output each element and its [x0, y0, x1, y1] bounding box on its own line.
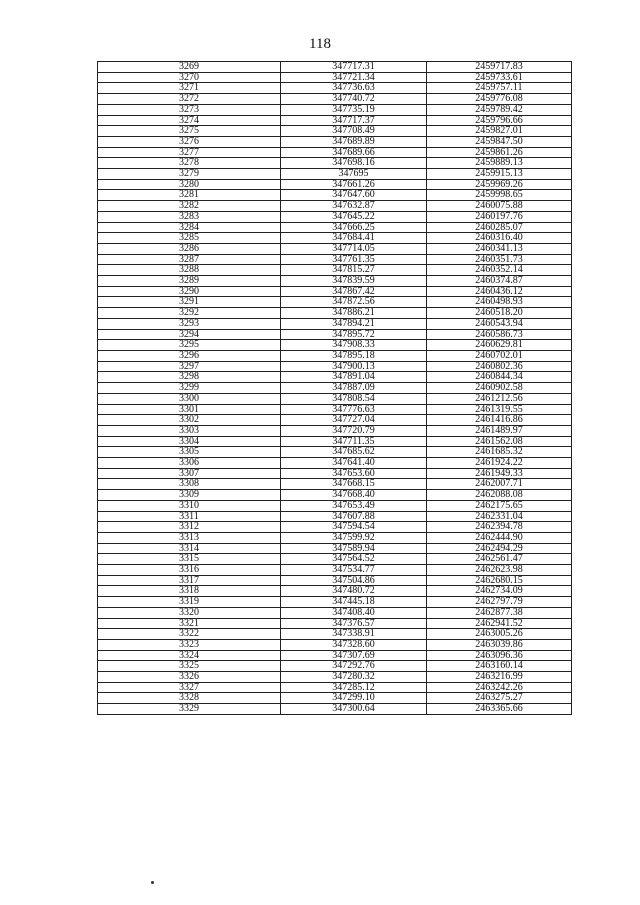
x-coordinate-cell: 347645.22 [281, 211, 427, 222]
table-row [98, 104, 572, 115]
x-coordinate-cell: 347720.79 [281, 425, 427, 436]
y-coordinate-cell: 2460075.88 [427, 201, 572, 212]
x-coordinate-cell: 347684.41 [281, 233, 427, 244]
y-coordinate-cell: 2460436.12 [427, 286, 572, 297]
x-coordinate-cell: 347895.18 [281, 350, 427, 361]
x-coordinate-cell: 347408.40 [281, 607, 427, 618]
point-number-cell: 3317 [98, 575, 281, 586]
point-number-cell: 3325 [98, 661, 281, 672]
y-coordinate-cell: 2461212.56 [427, 393, 572, 404]
point-number-cell: 3310 [98, 500, 281, 511]
y-coordinate-cell: 2461949.33 [427, 468, 572, 479]
table-row [98, 490, 572, 501]
point-number-cell: 3271 [98, 83, 281, 94]
x-coordinate-cell: 347735.19 [281, 104, 427, 115]
x-coordinate-cell: 347761.35 [281, 254, 427, 265]
point-number-cell: 3278 [98, 158, 281, 169]
table-row [98, 436, 572, 447]
x-coordinate-cell: 347328.60 [281, 639, 427, 650]
x-coordinate-cell: 347708.49 [281, 126, 427, 137]
table-row [98, 522, 572, 533]
point-number-cell: 3293 [98, 318, 281, 329]
point-number-cell: 3280 [98, 179, 281, 190]
table-row [98, 661, 572, 672]
y-coordinate-cell: 2462331.04 [427, 511, 572, 522]
x-coordinate-cell: 347589.94 [281, 543, 427, 554]
x-coordinate-cell: 347653.60 [281, 468, 427, 479]
x-coordinate-cell: 347292.76 [281, 661, 427, 672]
y-coordinate-cell: 2462175.65 [427, 500, 572, 511]
point-number-cell: 3272 [98, 94, 281, 105]
point-number-cell: 3279 [98, 169, 281, 180]
point-number-cell: 3316 [98, 565, 281, 576]
table-row [98, 72, 572, 83]
table-row [98, 479, 572, 490]
x-coordinate-cell: 347285.12 [281, 682, 427, 693]
y-coordinate-cell: 2460586.73 [427, 329, 572, 340]
table-row [98, 393, 572, 404]
x-coordinate-cell: 347815.27 [281, 265, 427, 276]
table-row [98, 158, 572, 169]
y-coordinate-cell: 2459847.50 [427, 136, 572, 147]
table-row [98, 115, 572, 126]
table-row [98, 383, 572, 394]
y-coordinate-cell: 2462877.38 [427, 607, 572, 618]
x-coordinate-cell: 347776.63 [281, 404, 427, 415]
y-coordinate-cell: 2460351.73 [427, 254, 572, 265]
table-row [98, 350, 572, 361]
x-coordinate-cell: 347895.72 [281, 329, 427, 340]
x-coordinate-cell: 347900.13 [281, 361, 427, 372]
table-row [98, 404, 572, 415]
x-coordinate-cell: 347504.86 [281, 575, 427, 586]
table-row [98, 340, 572, 351]
x-coordinate-cell: 347653.49 [281, 500, 427, 511]
table-row [98, 169, 572, 180]
x-coordinate-cell: 347480.72 [281, 586, 427, 597]
point-number-cell: 3304 [98, 436, 281, 447]
y-coordinate-cell: 2459757.11 [427, 83, 572, 94]
table-row [98, 565, 572, 576]
table-row [98, 190, 572, 201]
x-coordinate-cell: 347685.62 [281, 447, 427, 458]
x-coordinate-cell: 347908.33 [281, 340, 427, 351]
point-number-cell: 3299 [98, 383, 281, 394]
x-coordinate-cell: 347641.40 [281, 458, 427, 469]
x-coordinate-cell: 347300.64 [281, 704, 427, 715]
y-coordinate-cell: 2463275.27 [427, 693, 572, 704]
x-coordinate-cell: 347307.69 [281, 650, 427, 661]
x-coordinate-cell: 347891.04 [281, 372, 427, 383]
table-row [98, 500, 572, 511]
y-coordinate-cell: 2462561.47 [427, 554, 572, 565]
table-row [98, 704, 572, 715]
table-row [98, 468, 572, 479]
table-row [98, 629, 572, 640]
table-row [98, 254, 572, 265]
table-row [98, 425, 572, 436]
x-coordinate-cell: 347721.34 [281, 72, 427, 83]
point-number-cell: 3308 [98, 479, 281, 490]
x-coordinate-cell: 347695 [281, 169, 427, 180]
y-coordinate-cell: 2460285.07 [427, 222, 572, 233]
x-coordinate-cell: 347668.40 [281, 490, 427, 501]
y-coordinate-cell: 2460197.76 [427, 211, 572, 222]
table-row [98, 511, 572, 522]
y-coordinate-cell: 2459861.26 [427, 147, 572, 158]
y-coordinate-cell: 2459776.08 [427, 94, 572, 105]
point-number-cell: 3327 [98, 682, 281, 693]
y-coordinate-cell: 2462623.98 [427, 565, 572, 576]
point-number-cell: 3277 [98, 147, 281, 158]
point-number-cell: 3312 [98, 522, 281, 533]
table-row [98, 222, 572, 233]
table-row [98, 276, 572, 287]
y-coordinate-cell: 2463216.99 [427, 672, 572, 683]
point-number-cell: 3281 [98, 190, 281, 201]
table-row [98, 201, 572, 212]
point-number-cell: 3283 [98, 211, 281, 222]
x-coordinate-cell: 347632.87 [281, 201, 427, 212]
point-number-cell: 3322 [98, 629, 281, 640]
y-coordinate-cell: 2460316.40 [427, 233, 572, 244]
table-row [98, 318, 572, 329]
y-coordinate-cell: 2460702.01 [427, 350, 572, 361]
point-number-cell: 3282 [98, 201, 281, 212]
y-coordinate-cell: 2462734.09 [427, 586, 572, 597]
y-coordinate-cell: 2459969.26 [427, 179, 572, 190]
point-number-cell: 3319 [98, 597, 281, 608]
point-number-cell: 3313 [98, 532, 281, 543]
table-row [98, 586, 572, 597]
y-coordinate-cell: 2462797.79 [427, 597, 572, 608]
table-row [98, 682, 572, 693]
point-number-cell: 3288 [98, 265, 281, 276]
y-coordinate-cell: 2460802.36 [427, 361, 572, 372]
table-row [98, 618, 572, 629]
x-coordinate-cell: 347689.66 [281, 147, 427, 158]
x-coordinate-cell: 347280.32 [281, 672, 427, 683]
point-number-cell: 3311 [98, 511, 281, 522]
table-row [98, 607, 572, 618]
stray-dot-mark [151, 881, 154, 884]
x-coordinate-cell: 347666.25 [281, 222, 427, 233]
y-coordinate-cell: 2459733.61 [427, 72, 572, 83]
table-row [98, 672, 572, 683]
y-coordinate-cell: 2461489.97 [427, 425, 572, 436]
point-number-cell: 3326 [98, 672, 281, 683]
x-coordinate-cell: 347534.77 [281, 565, 427, 576]
y-coordinate-cell: 2459789.42 [427, 104, 572, 115]
page-number: 118 [309, 36, 331, 52]
y-coordinate-cell: 2459796.66 [427, 115, 572, 126]
table-row [98, 265, 572, 276]
point-number-cell: 3289 [98, 276, 281, 287]
y-coordinate-cell: 2459915.13 [427, 169, 572, 180]
y-coordinate-cell: 2460902.58 [427, 383, 572, 394]
x-coordinate-cell: 347668.15 [281, 479, 427, 490]
point-number-cell: 3305 [98, 447, 281, 458]
point-number-cell: 3323 [98, 639, 281, 650]
y-coordinate-cell: 2460629.81 [427, 340, 572, 351]
point-number-cell: 3315 [98, 554, 281, 565]
point-number-cell: 3274 [98, 115, 281, 126]
y-coordinate-cell: 2459827.01 [427, 126, 572, 137]
point-number-cell: 3300 [98, 393, 281, 404]
point-number-cell: 3298 [98, 372, 281, 383]
y-coordinate-cell: 2463160.14 [427, 661, 572, 672]
table-row [98, 147, 572, 158]
point-number-cell: 3301 [98, 404, 281, 415]
point-number-cell: 3290 [98, 286, 281, 297]
table-row [98, 597, 572, 608]
table-row [98, 650, 572, 661]
x-coordinate-cell: 347299.10 [281, 693, 427, 704]
y-coordinate-cell: 2463096.36 [427, 650, 572, 661]
y-coordinate-cell: 2459998.65 [427, 190, 572, 201]
x-coordinate-cell: 347698.16 [281, 158, 427, 169]
y-coordinate-cell: 2460518.20 [427, 308, 572, 319]
y-coordinate-cell: 2462680.15 [427, 575, 572, 586]
x-coordinate-cell: 347445.18 [281, 597, 427, 608]
x-coordinate-cell: 347839.59 [281, 276, 427, 287]
point-number-cell: 3287 [98, 254, 281, 265]
x-coordinate-cell: 347872.56 [281, 297, 427, 308]
y-coordinate-cell: 2460352.14 [427, 265, 572, 276]
y-coordinate-cell: 2461319.55 [427, 404, 572, 415]
y-coordinate-cell: 2462394.78 [427, 522, 572, 533]
table-row [98, 693, 572, 704]
x-coordinate-cell: 347717.31 [281, 62, 427, 73]
point-number-cell: 3314 [98, 543, 281, 554]
x-coordinate-cell: 347727.04 [281, 415, 427, 426]
point-number-cell: 3309 [98, 490, 281, 501]
point-number-cell: 3302 [98, 415, 281, 426]
point-number-cell: 3329 [98, 704, 281, 715]
point-number-cell: 3284 [98, 222, 281, 233]
table-row [98, 639, 572, 650]
point-number-cell: 3328 [98, 693, 281, 704]
y-coordinate-cell: 2462444.90 [427, 532, 572, 543]
point-number-cell: 3296 [98, 350, 281, 361]
y-coordinate-cell: 2463005.26 [427, 629, 572, 640]
y-coordinate-cell: 2462088.08 [427, 490, 572, 501]
x-coordinate-cell: 347689.89 [281, 136, 427, 147]
x-coordinate-cell: 347338.91 [281, 629, 427, 640]
x-coordinate-cell: 347376.57 [281, 618, 427, 629]
point-number-cell: 3320 [98, 607, 281, 618]
point-number-cell: 3286 [98, 243, 281, 254]
x-coordinate-cell: 347599.92 [281, 532, 427, 543]
y-coordinate-cell: 2461924.22 [427, 458, 572, 469]
x-coordinate-cell: 347736.63 [281, 83, 427, 94]
table-row [98, 554, 572, 565]
table-row [98, 308, 572, 319]
point-number-cell: 3276 [98, 136, 281, 147]
point-number-cell: 3324 [98, 650, 281, 661]
y-coordinate-cell: 2462007.71 [427, 479, 572, 490]
table-row [98, 361, 572, 372]
x-coordinate-cell: 347711.35 [281, 436, 427, 447]
y-coordinate-cell: 2462941.52 [427, 618, 572, 629]
table-row [98, 83, 572, 94]
table-row [98, 211, 572, 222]
x-coordinate-cell: 347607.88 [281, 511, 427, 522]
x-coordinate-cell: 347808.54 [281, 393, 427, 404]
table-row [98, 543, 572, 554]
y-coordinate-cell: 2461562.08 [427, 436, 572, 447]
point-number-cell: 3318 [98, 586, 281, 597]
x-coordinate-cell: 347717.37 [281, 115, 427, 126]
x-coordinate-cell: 347661.26 [281, 179, 427, 190]
point-number-cell: 3285 [98, 233, 281, 244]
table-row [98, 297, 572, 308]
x-coordinate-cell: 347714.05 [281, 243, 427, 254]
table-row [98, 286, 572, 297]
table-row [98, 329, 572, 340]
y-coordinate-cell: 2460341.13 [427, 243, 572, 254]
y-coordinate-cell: 2460543.94 [427, 318, 572, 329]
table-row [98, 179, 572, 190]
coordinate-table [97, 61, 572, 715]
table-row [98, 94, 572, 105]
table-row [98, 532, 572, 543]
table-row [98, 126, 572, 137]
point-number-cell: 3269 [98, 62, 281, 73]
x-coordinate-cell: 347887.09 [281, 383, 427, 394]
y-coordinate-cell: 2463039.86 [427, 639, 572, 650]
point-number-cell: 3292 [98, 308, 281, 319]
point-number-cell: 3275 [98, 126, 281, 137]
point-number-cell: 3306 [98, 458, 281, 469]
x-coordinate-cell: 347740.72 [281, 94, 427, 105]
table-row [98, 62, 572, 73]
point-number-cell: 3297 [98, 361, 281, 372]
y-coordinate-cell: 2460498.93 [427, 297, 572, 308]
y-coordinate-cell: 2463242.26 [427, 682, 572, 693]
y-coordinate-cell: 2461416.86 [427, 415, 572, 426]
point-number-cell: 3321 [98, 618, 281, 629]
point-number-cell: 3303 [98, 425, 281, 436]
table-row [98, 415, 572, 426]
x-coordinate-cell: 347647.60 [281, 190, 427, 201]
x-coordinate-cell: 347594.54 [281, 522, 427, 533]
x-coordinate-cell: 347564.52 [281, 554, 427, 565]
table-row [98, 243, 572, 254]
x-coordinate-cell: 347886.21 [281, 308, 427, 319]
point-number-cell: 3273 [98, 104, 281, 115]
x-coordinate-cell: 347867.42 [281, 286, 427, 297]
point-number-cell: 3307 [98, 468, 281, 479]
point-number-cell: 3294 [98, 329, 281, 340]
table-row [98, 458, 572, 469]
point-number-cell: 3295 [98, 340, 281, 351]
x-coordinate-cell: 347894.21 [281, 318, 427, 329]
table-row [98, 233, 572, 244]
y-coordinate-cell: 2462494.29 [427, 543, 572, 554]
y-coordinate-cell: 2460844.34 [427, 372, 572, 383]
y-coordinate-cell: 2459717.83 [427, 62, 572, 73]
point-number-cell: 3270 [98, 72, 281, 83]
table-row [98, 575, 572, 586]
coordinate-table-body [98, 62, 572, 715]
y-coordinate-cell: 2460374.87 [427, 276, 572, 287]
y-coordinate-cell: 2459889.13 [427, 158, 572, 169]
y-coordinate-cell: 2463365.66 [427, 704, 572, 715]
table-row [98, 136, 572, 147]
table-row [98, 372, 572, 383]
table-row [98, 447, 572, 458]
point-number-cell: 3291 [98, 297, 281, 308]
y-coordinate-cell: 2461685.32 [427, 447, 572, 458]
